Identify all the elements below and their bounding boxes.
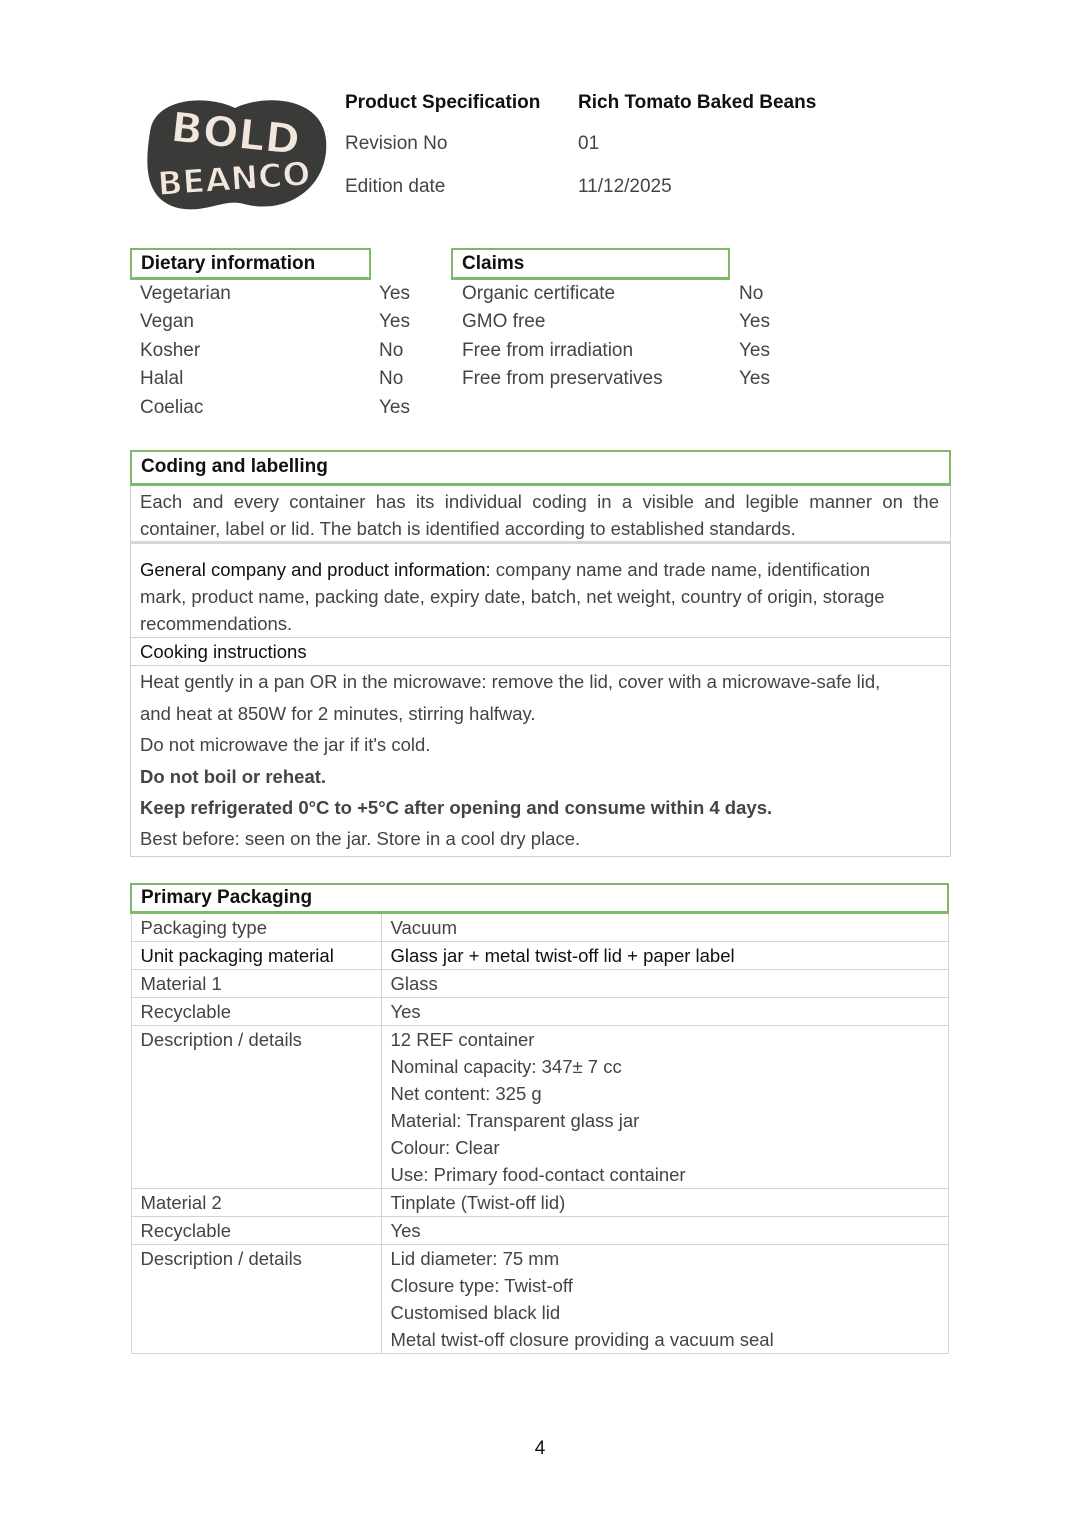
section-divider: [131, 541, 950, 544]
packaging-value: [381, 1245, 948, 1354]
edition-date-label: Edition date: [345, 176, 446, 197]
packaging-label: Recyclable: [131, 998, 381, 1026]
packaging-value: Yes: [381, 1217, 948, 1245]
table-row: [131, 1189, 948, 1217]
dietary-label: Coeliac: [140, 397, 204, 418]
cooking-line2: and heat at 850W for 2 minutes, stirring halfway.: [140, 703, 536, 724]
table-row: [131, 913, 948, 942]
general-info-text: company name and trade name, identification: [490, 559, 871, 580]
detail-line: Closure type: Twist-off: [390, 1275, 573, 1296]
detail-line: Metal twist-off closure providing a vacuum seal: [390, 1329, 774, 1350]
page-number: 4: [534, 1438, 546, 1459]
primary-packaging-table: [130, 883, 949, 1354]
product-spec-label: Product Specification: [345, 92, 541, 113]
packaging-header-row: [131, 884, 948, 913]
claims-label: GMO free: [462, 311, 546, 332]
dietary-title: Dietary information: [130, 248, 371, 280]
table-row: [131, 1217, 948, 1245]
claims-value: Yes: [739, 311, 770, 332]
packaging-label: Packaging type: [131, 913, 381, 942]
dietary-label: Halal: [140, 368, 184, 389]
table-row: [131, 1026, 948, 1189]
packaging-value: Vacuum: [381, 913, 948, 942]
detail-line: Material: Transparent glass jar: [390, 1110, 640, 1131]
logo-text-bold: BOLD: [168, 102, 303, 165]
dietary-label: Kosher: [140, 340, 201, 361]
warning-no-boil: Do not boil or reheat.: [140, 766, 327, 787]
table-row: [131, 1245, 948, 1354]
claims-title: Claims: [451, 248, 730, 280]
detail-line: 12 REF container: [390, 1029, 535, 1050]
claims-value: Yes: [739, 368, 770, 389]
detail-line: Customised black lid: [390, 1302, 561, 1323]
best-before-text: Best before: seen on the jar. Store in a cool dry place.: [140, 828, 581, 849]
claims-label: Organic certificate: [462, 283, 616, 304]
general-info-line1: [140, 556, 870, 583]
packaging-value: Glass jar + metal twist-off lid + paper label: [381, 942, 948, 970]
coding-paragraph-line2: container, label or lid. The batch is identified according to established standards.: [140, 518, 796, 539]
logo-text-beanco: BEANCO: [156, 153, 312, 204]
packaging-label: Material 2: [131, 1189, 381, 1217]
claims-label: Free from preservatives: [462, 368, 663, 389]
claims-value: Yes: [739, 340, 770, 361]
product-name: Rich Tomato Baked Beans: [578, 92, 817, 113]
table-row: [131, 942, 948, 970]
dietary-label: Vegan: [140, 311, 194, 332]
detail-line: Lid diameter: 75 mm: [390, 1248, 560, 1269]
packaging-value: Tinplate (Twist-off lid): [381, 1189, 948, 1217]
packaging-label: Material 1: [131, 970, 381, 998]
packaging-value: [381, 1026, 948, 1189]
revision-label: Revision No: [345, 133, 448, 154]
detail-line: Net content: 325 g: [390, 1083, 542, 1104]
general-info-line2: mark, product name, packing date, expiry date, batch, net weight, country of origin, storage: [140, 586, 885, 607]
table-row: [131, 998, 948, 1026]
warning-refrigerate: Keep refrigerated 0°C to +5°C after opening and consume within 4 days.: [140, 797, 773, 818]
dietary-value: No: [379, 340, 404, 361]
revision-value: 01: [578, 133, 600, 154]
detail-line: Nominal capacity: 347± 7 cc: [390, 1056, 622, 1077]
dietary-value: Yes: [379, 283, 410, 304]
packaging-value: Glass: [381, 970, 948, 998]
packaging-label: Description / details: [131, 1026, 381, 1189]
packaging-label: Recyclable: [131, 1217, 381, 1245]
row-divider: [131, 665, 950, 666]
coding-title: Coding and labelling: [130, 450, 951, 486]
detail-line: Use: Primary food-contact container: [390, 1164, 686, 1185]
dietary-value: No: [379, 368, 404, 389]
claims-label: Free from irradiation: [462, 340, 634, 361]
dietary-value: Yes: [379, 397, 410, 418]
bold-beanco-logo: [140, 92, 330, 214]
detail-line: Colour: Clear: [390, 1137, 500, 1158]
cooking-line3: Do not microwave the jar if it's cold.: [140, 734, 431, 755]
dietary-value: Yes: [379, 311, 410, 332]
general-info-line3: recommendations.: [140, 613, 293, 634]
claims-value: No: [739, 283, 764, 304]
cooking-instructions-title: Cooking instructions: [140, 641, 307, 662]
coding-paragraph-line1: Each and every container has its individual coding in a visible and legible manner on the: [140, 491, 939, 512]
table-row: [131, 970, 948, 998]
packaging-title: Primary Packaging: [131, 884, 948, 913]
dietary-label: Vegetarian: [140, 283, 231, 304]
packaging-label: Description / details: [131, 1245, 381, 1354]
cooking-line1: Heat gently in a pan OR in the microwave: remove the lid, cover with a microwave-safe lid,: [140, 671, 881, 692]
general-info-label: General company and product information:: [140, 559, 491, 580]
packaging-label: Unit packaging material: [131, 942, 381, 970]
edition-date-value: 11/12/2025: [578, 176, 672, 197]
packaging-value: Yes: [381, 998, 948, 1026]
